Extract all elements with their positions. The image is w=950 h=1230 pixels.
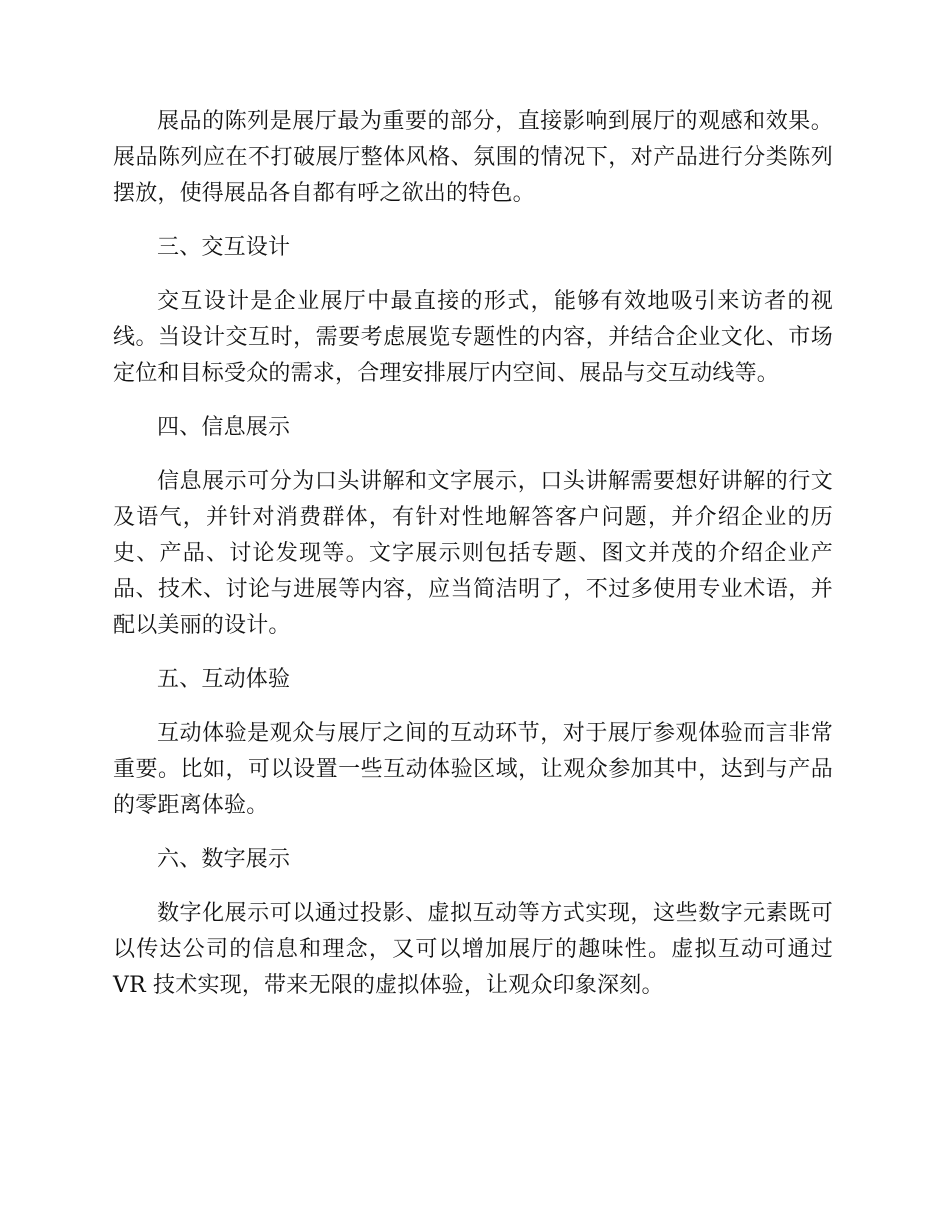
- paragraph-exhibit-display: 展品的陈列是展厅最为重要的部分，直接影响到展厅的观感和效果。展品陈列应在不打破展厅整体风格、氛围的情况下，对产品进行分类陈列摆放，使得展品各自都有呼之欲出的特色。: [113, 109, 833, 206]
- paragraph-information-display: 信息展示可分为口头讲解和文字展示，口头讲解需要想好讲解的行文及语气，并针对消费群体，有针对性地解答客户问题，并介绍企业的历史、产品、讨论发现等。文字展示则包括专题、图文并茂的介绍企业产品、技术、讨论与进展等内容，应当简洁明了，不过多使用专业术语，并配以美丽的设计。: [113, 469, 833, 638]
- paragraph-interaction-design: 交互设计是企业展厅中最直接的形式，能够有效地吸引来访者的视线。当设计交互时，需要考虑展览专题性的内容，并结合企业文化、市场定位和目标受众的需求，合理安排展厅内空间、展品与交互动线等。: [113, 289, 833, 386]
- document-page: [113, 104, 833, 1004]
- heading-information-display: 四、信息展示: [157, 415, 291, 440]
- paragraph-interactive-experience: 互动体验是观众与展厅之间的互动环节，对于展厅参观体验而言非常重要。比如，可以设置一些互动体验区域，让观众参加其中，达到与产品的零距离体验。: [113, 721, 833, 818]
- paragraph-digital-display: 数字化展示可以通过投影、虚拟互动等方式实现，这些数字元素既可以传达公司的信息和理念，又可以增加展厅的趣味性。虚拟互动可通过 VR 技术实现，带来无限的虚拟体验，让观众印象深刻。: [113, 901, 833, 998]
- heading-digital-display: 六、数字展示: [157, 847, 291, 872]
- heading-interaction-design: 三、交互设计: [157, 235, 291, 260]
- heading-interactive-experience: 五、互动体验: [157, 667, 291, 692]
